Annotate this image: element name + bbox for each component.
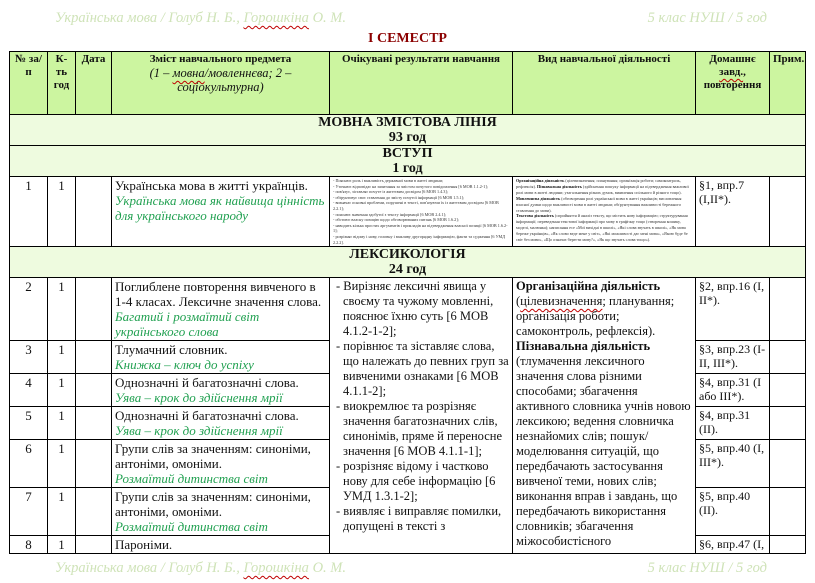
activity-desc: (сприйняття й аналіз тексту, що містить нову інформацію; структурування інформації; переведення текстової інформації про мову в графічну тощо (створення кошику, моделі, малюнка); написання есе «Мої вихідні в школі», «Які слова звучать в школі», «Як мова береже українців», «Як слово веде мене у світ», «Які можливості дає мені мова», «Якою буде бе світ без мови», «Що означає берегти мову?», «Як що звучать слова тощо»). bbox=[516, 213, 688, 243]
header-results: Очікувані результати навчання bbox=[330, 52, 513, 115]
lesson-num: 1 bbox=[10, 177, 48, 247]
activity-type: Мовленнєва діяльність bbox=[516, 195, 561, 201]
lesson-num: 2 bbox=[10, 278, 48, 341]
lesson-notes bbox=[770, 341, 806, 374]
table-header-row bbox=[10, 52, 806, 115]
lesson-num: 8 bbox=[10, 536, 48, 554]
activity-type: Текстова діяльність bbox=[516, 213, 554, 219]
activity-goal: цілевизначення bbox=[520, 294, 603, 309]
topic-theme: Багатий і розмаїтий світ українського слова bbox=[115, 309, 260, 340]
running-header-author-name: Горошкіна bbox=[243, 10, 309, 26]
topic-text: Поглиблене повторення вивченого в 1-4 класах. Лексичне значення слова. bbox=[115, 279, 322, 310]
activity-desc: (здійснення пошуку інформації на підтвердження важливої ролі мови в житті людини; узагальнення різних думок, виявлення спільного й різного тощо). bbox=[516, 183, 689, 195]
section-intro bbox=[10, 146, 806, 177]
section-hours: 1 год bbox=[392, 161, 423, 176]
header-homework-c: , повторення bbox=[703, 66, 762, 91]
result-item: - Вирізняє лексичні явища у своєму та чужому мовленні, пояснює їхню суть [6 МОВ 4.1.2-1-2]; bbox=[336, 279, 494, 339]
lesson-date bbox=[76, 488, 112, 536]
activity-desc: (обговорення ролі української мови в житті українців; висловлення власної думки щодо важливості мови в житті людини; обґрунтування важливості бережного ставлення до мови). bbox=[516, 195, 682, 213]
header-date: Дата bbox=[76, 52, 112, 115]
section-title: ВСТУП bbox=[382, 146, 433, 161]
activity-type: Організаційна діяльність bbox=[516, 279, 661, 294]
topic-theme: Книжка – ключ до успіху bbox=[115, 357, 254, 373]
lexicology-activity bbox=[513, 278, 696, 554]
running-footer-authors: Українська мова / Голуб Н. Б., bbox=[55, 560, 244, 577]
lesson-topic bbox=[112, 341, 330, 374]
topic-text: Групи слів за значенням: синоніми, антоніми, омоніми. bbox=[115, 441, 311, 472]
lesson-notes bbox=[770, 536, 806, 554]
lesson-homework: §4, впр.31 (ІІ). bbox=[696, 407, 770, 440]
topic-text: Українська мова в житті українців. bbox=[115, 178, 308, 193]
header-content-subtitle bbox=[115, 66, 326, 94]
lesson-topic bbox=[112, 536, 330, 554]
lesson-num: 5 bbox=[10, 407, 48, 440]
lesson-topic bbox=[112, 177, 330, 247]
running-header bbox=[0, 10, 815, 27]
topic-theme: Уява – крок до здійснення мрії bbox=[115, 390, 283, 406]
activity-paren: ( bbox=[516, 294, 521, 309]
result-item: - виявляє і виправляє помилки, допущені в тексті з bbox=[336, 504, 502, 534]
lesson-num: 3 bbox=[10, 341, 48, 374]
topic-text: Тлумачний словник. bbox=[115, 342, 228, 358]
lesson-date bbox=[76, 536, 112, 554]
running-footer-initials: О. М. bbox=[308, 560, 346, 577]
lesson-date bbox=[76, 177, 112, 247]
activity-desc: (тлумачення лексичного значення слова різними способами; збагачення активного словника учнів новою лексикою; ведення словничка незнайомих слів; пошук/моделювання ситуацій, що передбачають застосування вивченої теми, нових слів; виконання вправ і завдань, що передбачають використання словників; збагачення міжособистісного bbox=[516, 354, 691, 549]
lesson-hours: 1 bbox=[48, 440, 76, 488]
result-item: - пояснює значення здобутої з тексту інформації [6 МОВ 2.4.1]; bbox=[333, 211, 447, 217]
section-hours: 24 год bbox=[388, 262, 427, 278]
result-item: - обстоює власну позицію щодо обговорюваних питань [6 МОВ 1.6.2]; bbox=[333, 217, 459, 223]
lesson-notes bbox=[770, 374, 806, 407]
topic-text: Пароніми. bbox=[115, 537, 173, 553]
lesson-homework: §4, впр.31 (І або ІІІ*). bbox=[696, 374, 770, 407]
running-footer bbox=[0, 560, 815, 583]
lesson-notes bbox=[770, 440, 806, 488]
lesson-hours: 1 bbox=[48, 177, 76, 247]
result-item: - наводить кілька простих аргументів і прикладів на підтвердження власної позиції [6 МОВ 1.6.2-1]; bbox=[333, 222, 508, 234]
lesson-hours: 1 bbox=[48, 374, 76, 407]
lesson-homework: §3, впр.23 (І-ІІ, ІІІ*). bbox=[696, 341, 770, 374]
lesson-topic bbox=[112, 278, 330, 341]
lesson-num: 4 bbox=[10, 374, 48, 407]
result-item: - Уточнює відповідає на запитання за змістом почутого повідомлення [6 МОВ 1.1.2-1]; bbox=[333, 183, 488, 189]
table-row bbox=[10, 177, 806, 247]
header-content-sub-a: (1 – bbox=[149, 66, 173, 80]
section-title: ЛЕКСИКОЛОГІЯ bbox=[349, 247, 466, 263]
lesson-topic bbox=[112, 407, 330, 440]
lesson-activity bbox=[513, 177, 696, 247]
lesson-hours: 1 bbox=[48, 536, 76, 554]
lesson-homework: §5, впр.40 (ІІ). bbox=[696, 488, 770, 536]
lesson-homework: §6, впр.47 (І, bbox=[696, 536, 770, 554]
result-item: - обґрунтовує своє ставлення до змісту почутої інформації [6 МОВ 1.5.1]; bbox=[333, 194, 465, 200]
header-hours: К-ть год bbox=[48, 52, 76, 115]
running-header-left bbox=[55, 10, 346, 27]
header-notes: Прим. bbox=[770, 52, 806, 115]
lesson-num: 7 bbox=[10, 488, 48, 536]
section-row-lexicology bbox=[10, 247, 806, 278]
activity-type: Пізнавальна діяльність bbox=[536, 183, 582, 189]
result-item: - виокремлює та розрізняє значення багатозначних слів, синонімів, пряме й переносне значення [6 МОВ 4.1.1-1]; bbox=[336, 399, 503, 459]
result-item: - пов'язує, зіставляє почуте із життєвим досвідом [6 МОВ 1.4.3]; bbox=[333, 189, 448, 195]
lexicology-results bbox=[330, 278, 513, 554]
lesson-topic bbox=[112, 374, 330, 407]
lesson-homework: §2, впр.16 (І, ІІ*). bbox=[696, 278, 770, 341]
header-num: № за/п bbox=[10, 52, 48, 115]
header-homework-a: Домашнє bbox=[709, 53, 756, 65]
table-wrap bbox=[9, 51, 805, 554]
lesson-num: 6 bbox=[10, 440, 48, 488]
running-footer-right: 5 клас НУШ / 5 год bbox=[647, 560, 767, 577]
activity-type: Організаційна діяльність bbox=[516, 178, 565, 183]
section-title: МОВНА ЗМІСТОВА ЛІНІЯ bbox=[318, 115, 497, 130]
lesson-results bbox=[330, 177, 513, 247]
running-header-authors: Українська мова / Голуб Н. Б., bbox=[55, 10, 244, 26]
header-content-sub-c: /мовленнєва; 2 – соціокультурна) bbox=[177, 66, 292, 94]
running-header-initials: О. М. bbox=[308, 10, 346, 26]
lesson-hours: 1 bbox=[48, 341, 76, 374]
running-footer-author-name: Горошкіна bbox=[243, 560, 309, 577]
lesson-homework: §1, впр.7 (І,ІІ*). bbox=[696, 177, 770, 247]
lesson-topic bbox=[112, 488, 330, 536]
result-item: - розрізняє відому і нову, головну і важливу другорядну інформацію, факти та судження [6 УМД 2.2.2]. bbox=[333, 233, 506, 245]
lesson-date bbox=[76, 440, 112, 488]
section-row-language-line bbox=[10, 115, 806, 146]
section-row-intro bbox=[10, 146, 806, 177]
lesson-date bbox=[76, 278, 112, 341]
lesson-notes bbox=[770, 278, 806, 341]
header-content-title: Зміст навчального предмета bbox=[149, 53, 292, 65]
lesson-date bbox=[76, 374, 112, 407]
result-item: - розрізняє відому і частково нову для себе інформацію [6 УМД 1.3.1-2]; bbox=[336, 459, 496, 504]
running-header-right: 5 клас НУШ / 5 год bbox=[647, 10, 767, 26]
result-item: - Пояснює роль і важливість державної мови в житті людини; bbox=[333, 178, 444, 183]
activity-desc: (цілевизначення; планування; організація роботи; самоконтроль, рефлексія). bbox=[516, 178, 681, 189]
topic-theme: Уява – крок до здійснення мрії bbox=[115, 423, 283, 439]
lesson-topic bbox=[112, 440, 330, 488]
result-item: - визначає основні проблеми, порушені в тексті, пов'язуючи їх із життєвим досвідом [6 МОВ 2.2.1]; bbox=[333, 200, 499, 211]
topic-theme: Українська мова як найвища цінність для українського народу bbox=[115, 193, 325, 223]
lesson-notes bbox=[770, 177, 806, 247]
header-homework-b: завд. bbox=[719, 66, 744, 78]
topic-text: Однозначні й багатозначні слова. bbox=[115, 408, 299, 424]
table-row bbox=[10, 278, 806, 341]
header-content-sub-b: мовна bbox=[172, 66, 205, 80]
topic-text: Однозначні й багатозначні слова. bbox=[115, 375, 299, 391]
lesson-notes bbox=[770, 407, 806, 440]
lesson-plan-table bbox=[9, 51, 806, 554]
lesson-date bbox=[76, 407, 112, 440]
lesson-hours: 1 bbox=[48, 488, 76, 536]
topic-text: Групи слів за значенням: синоніми, антоніми, омоніми. bbox=[115, 489, 311, 520]
header-homework bbox=[696, 52, 770, 115]
section-lexicology bbox=[10, 247, 806, 278]
result-item: - порівнює та зіставляє слова, що належать до певних груп за вивченими ознаками [6 МОВ 4.1.1-2]; bbox=[336, 339, 509, 399]
lesson-hours: 1 bbox=[48, 278, 76, 341]
lesson-date bbox=[76, 341, 112, 374]
header-content bbox=[112, 52, 330, 115]
lesson-hours: 1 bbox=[48, 407, 76, 440]
topic-theme: Розмаїтий дитинства світ bbox=[115, 471, 268, 487]
topic-theme: Розмаїтий дитинства світ bbox=[115, 519, 268, 535]
activity-type: Пізнавальна діяльність bbox=[516, 339, 651, 354]
section-language-line bbox=[10, 115, 806, 146]
activity-desc: ; планування; організація роботи; самоконтроль, рефлексія). bbox=[516, 294, 675, 339]
semester-title: І СЕМЕСТР bbox=[368, 31, 447, 46]
section-hours: 93 год bbox=[388, 130, 427, 145]
lesson-notes bbox=[770, 488, 806, 536]
running-footer-left bbox=[55, 560, 346, 577]
header-activity: Вид навчальної діяльності bbox=[513, 52, 696, 115]
lesson-homework: §5, впр.40 (І, ІІІ*). bbox=[696, 440, 770, 488]
